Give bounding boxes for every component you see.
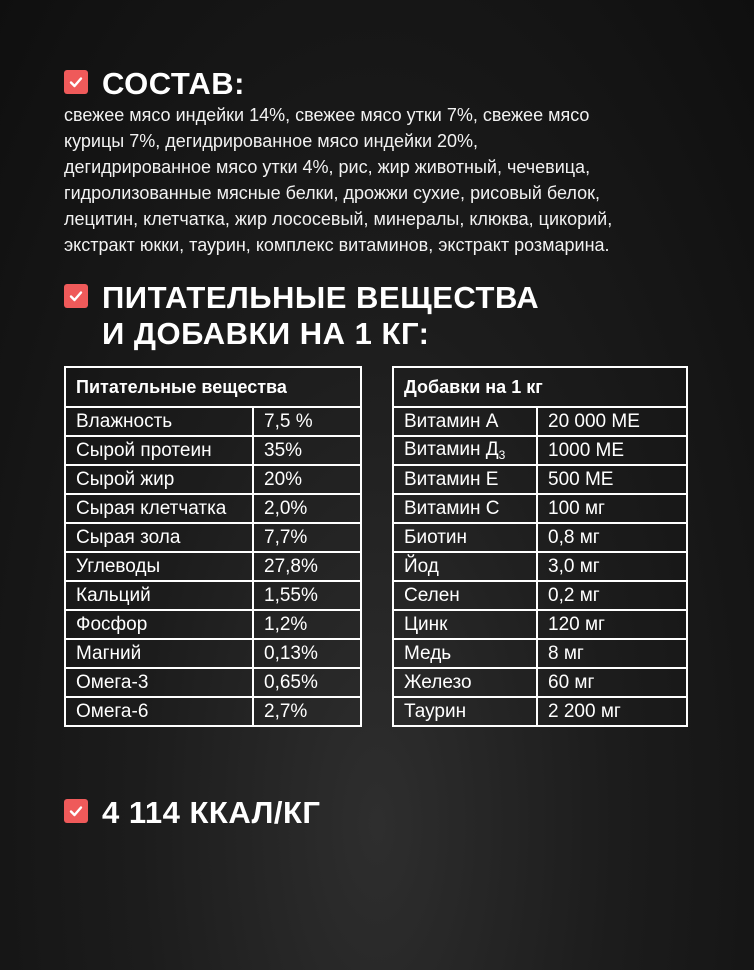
row-name-text: Фосфор	[76, 613, 148, 635]
row-value: 8 мг	[537, 639, 687, 668]
table-row	[393, 610, 687, 639]
row-name	[65, 523, 253, 552]
table-row	[65, 407, 361, 436]
table-row	[65, 610, 361, 639]
composition-line: лецитин, клетчатка, жир лососевый, минералы, клюква, цикорий,	[64, 209, 613, 229]
row-name-text: Витамин Д	[404, 439, 499, 460]
row-name	[65, 465, 253, 494]
table-row	[65, 523, 361, 552]
row-value: 2 200 мг	[537, 697, 687, 726]
row-value: 0,8 мг	[537, 523, 687, 552]
row-value: 0,2 мг	[537, 581, 687, 610]
row-name-text: Витамин Е	[404, 468, 499, 490]
row-name	[65, 639, 253, 668]
table-row	[65, 697, 361, 726]
row-name	[393, 552, 537, 581]
row-value: 0,13%	[253, 639, 361, 668]
row-name-text: Медь	[404, 642, 452, 664]
row-name-text: Селен	[404, 584, 460, 606]
table-row	[393, 581, 687, 610]
row-name-text: Углеводы	[76, 555, 161, 577]
row-value: 100 мг	[537, 494, 687, 523]
composition-line: экстракт юкки, таурин, комплекс витаминов, экстракт розмарина.	[64, 235, 610, 255]
table-row	[393, 668, 687, 697]
row-value: 20 000 МЕ	[537, 407, 687, 436]
row-value: 7,7%	[253, 523, 361, 552]
row-value: 500 МЕ	[537, 465, 687, 494]
row-value: 27,8%	[253, 552, 361, 581]
row-name-text: Сырая зола	[76, 526, 181, 548]
row-name	[65, 552, 253, 581]
row-name-text: Сырой жир	[76, 468, 175, 490]
energy-header	[64, 795, 320, 831]
row-name-subscript: 3	[498, 448, 506, 462]
row-name-text: Железо	[404, 671, 472, 693]
table-row	[65, 552, 361, 581]
row-name	[65, 610, 253, 639]
composition-title: СОСТАВ:	[102, 66, 245, 101]
row-name-text: Таурин	[404, 700, 467, 722]
row-value: 20%	[253, 465, 361, 494]
checkmark-icon	[64, 70, 88, 94]
nutrients-title	[102, 280, 539, 352]
row-name	[65, 494, 253, 523]
row-name-text: Витамин С	[404, 497, 500, 519]
row-name-text: Кальций	[76, 584, 151, 606]
row-value: 7,5 %	[253, 407, 361, 436]
row-value: 3,0 мг	[537, 552, 687, 581]
row-value: 2,0%	[253, 494, 361, 523]
table-row	[393, 523, 687, 552]
composition-line: дегидрированное мясо утки 4%, рис, жир животный, чечевица,	[64, 157, 591, 177]
row-name	[393, 581, 537, 610]
row-name	[65, 407, 253, 436]
table-row	[393, 465, 687, 494]
row-name	[65, 436, 253, 465]
row-name	[393, 639, 537, 668]
row-value: 1,55%	[253, 581, 361, 610]
checkmark-icon	[64, 284, 88, 308]
table-row	[65, 494, 361, 523]
row-name	[393, 697, 537, 726]
table-row	[65, 639, 361, 668]
row-value: 2,7%	[253, 697, 361, 726]
nutrients-header	[64, 280, 539, 352]
table-row	[393, 639, 687, 668]
row-name	[393, 436, 537, 465]
row-value: 0,65%	[253, 668, 361, 697]
additives-table	[392, 366, 688, 727]
row-value: 35%	[253, 436, 361, 465]
row-name	[393, 610, 537, 639]
composition-line: свежее мясо индейки 14%, свежее мясо утки 7%, свежее мясо	[64, 105, 590, 125]
composition-header	[64, 66, 245, 102]
table-row	[393, 697, 687, 726]
row-value: 1,2%	[253, 610, 361, 639]
row-name	[65, 697, 253, 726]
row-name-text: Омега-3	[76, 671, 149, 693]
row-name	[393, 668, 537, 697]
table-row	[65, 465, 361, 494]
table-row	[65, 581, 361, 610]
row-name-text: Влажность	[76, 410, 173, 432]
row-name-text: Сырой протеин	[76, 439, 212, 461]
row-name-text: Сырая клетчатка	[76, 497, 227, 519]
row-value: 120 мг	[537, 610, 687, 639]
table-row	[393, 407, 687, 436]
energy-title: 4 114 ККАЛ/КГ	[102, 795, 321, 830]
row-name	[393, 465, 537, 494]
row-name	[393, 407, 537, 436]
row-value: 60 мг	[537, 668, 687, 697]
row-name-text: Магний	[76, 642, 142, 664]
row-name-text: Йод	[404, 555, 439, 577]
composition-line: курицы 7%, дегидрированное мясо индейки 20%,	[64, 131, 479, 151]
table-row	[65, 668, 361, 697]
nutrients-table	[64, 366, 362, 727]
checkmark-icon	[64, 799, 88, 823]
table-row	[393, 552, 687, 581]
row-name-text: Витамин А	[404, 410, 499, 432]
nutrients-table-header: Питательные вещества	[65, 367, 361, 407]
row-value: 1000 МЕ	[537, 436, 687, 465]
row-name-text: Цинк	[404, 613, 448, 635]
nutrients-title-line1: ПИТАТЕЛЬНЫЕ ВЕЩЕСТВА	[102, 280, 540, 315]
row-name	[65, 581, 253, 610]
nutrients-title-line2: И ДОБАВКИ НА 1 КГ:	[102, 316, 430, 351]
row-name	[65, 668, 253, 697]
composition-text	[64, 102, 704, 258]
table-row	[393, 494, 687, 523]
additives-table-header: Добавки на 1 кг	[393, 367, 687, 407]
composition-line: гидролизованные мясные белки, дрожжи сухие, рисовый белок,	[64, 183, 601, 203]
row-name-text: Биотин	[404, 526, 468, 548]
row-name	[393, 523, 537, 552]
row-name	[393, 494, 537, 523]
table-row	[65, 436, 361, 465]
row-name-text: Омега-6	[76, 700, 149, 722]
table-row	[393, 436, 687, 465]
